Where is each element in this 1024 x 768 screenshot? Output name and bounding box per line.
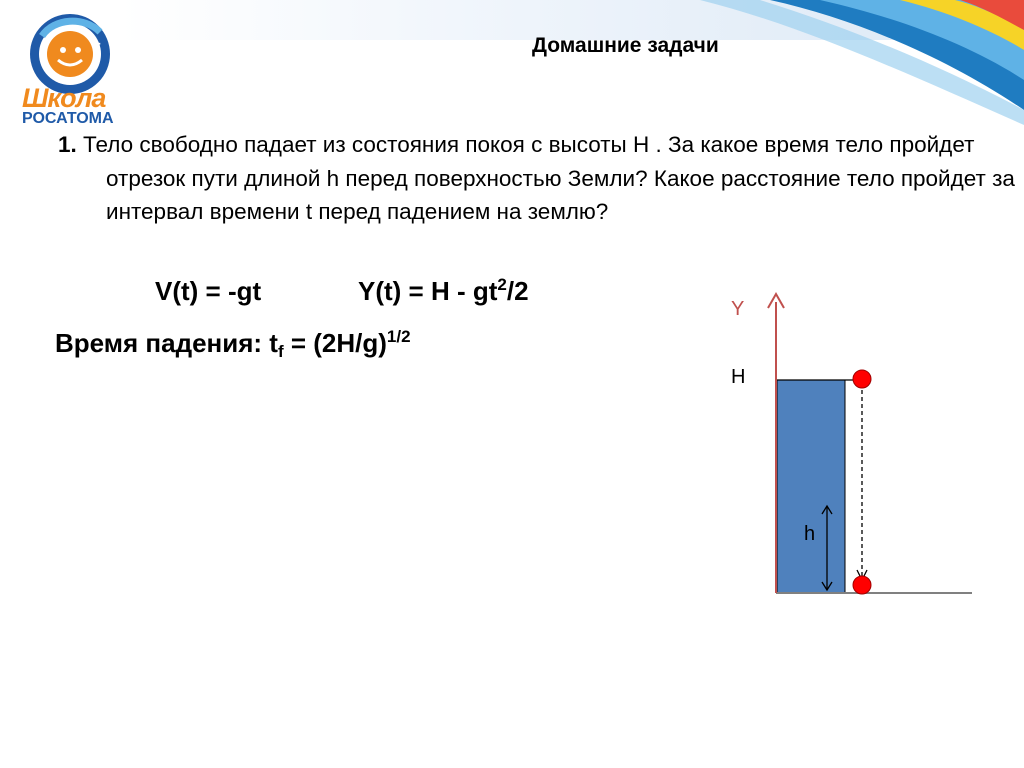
- fall-column: [777, 380, 845, 593]
- y-axis-label: Y: [731, 298, 745, 320]
- page-title: Домашние задачи: [532, 34, 719, 57]
- fall-time-formula: [55, 328, 411, 359]
- height-label: H: [731, 366, 746, 388]
- fall-diagram: [700, 280, 1000, 610]
- logo-text: Школа: [22, 83, 106, 113]
- position-formula: [358, 276, 529, 307]
- fall-time-expression: = (2H/g): [283, 328, 387, 358]
- svg-text:+: +: [90, 36, 102, 52]
- problem-statement: [58, 128, 1024, 229]
- problem-number: 1.: [58, 132, 77, 157]
- logo-subtext: РОСАТОМА: [22, 110, 114, 127]
- velocity-formula: V(t) = -gt: [155, 276, 262, 306]
- fall-time-subscript: f: [277, 342, 284, 361]
- ball-start: [853, 370, 871, 388]
- header-decoration: [0, 0, 1024, 130]
- fall-time-label: Время падения: t: [55, 328, 278, 358]
- fall-time-exponent: 1/2: [386, 327, 411, 346]
- position-formula-main: Y(t) = H - gt: [358, 276, 498, 306]
- segment-label: h: [804, 523, 816, 545]
- ball-end: [853, 576, 871, 594]
- position-formula-suffix: /2: [506, 276, 529, 306]
- problem-text: Тело свободно падает из состояния покоя с высоты H . За какое время тело пройдет отрезок пути длиной h перед поверхностью Земли? Какое расстояние тело пройдет за интервал времени t перед падением на землю?: [83, 132, 1015, 224]
- position-formula-exponent: 2: [497, 275, 507, 294]
